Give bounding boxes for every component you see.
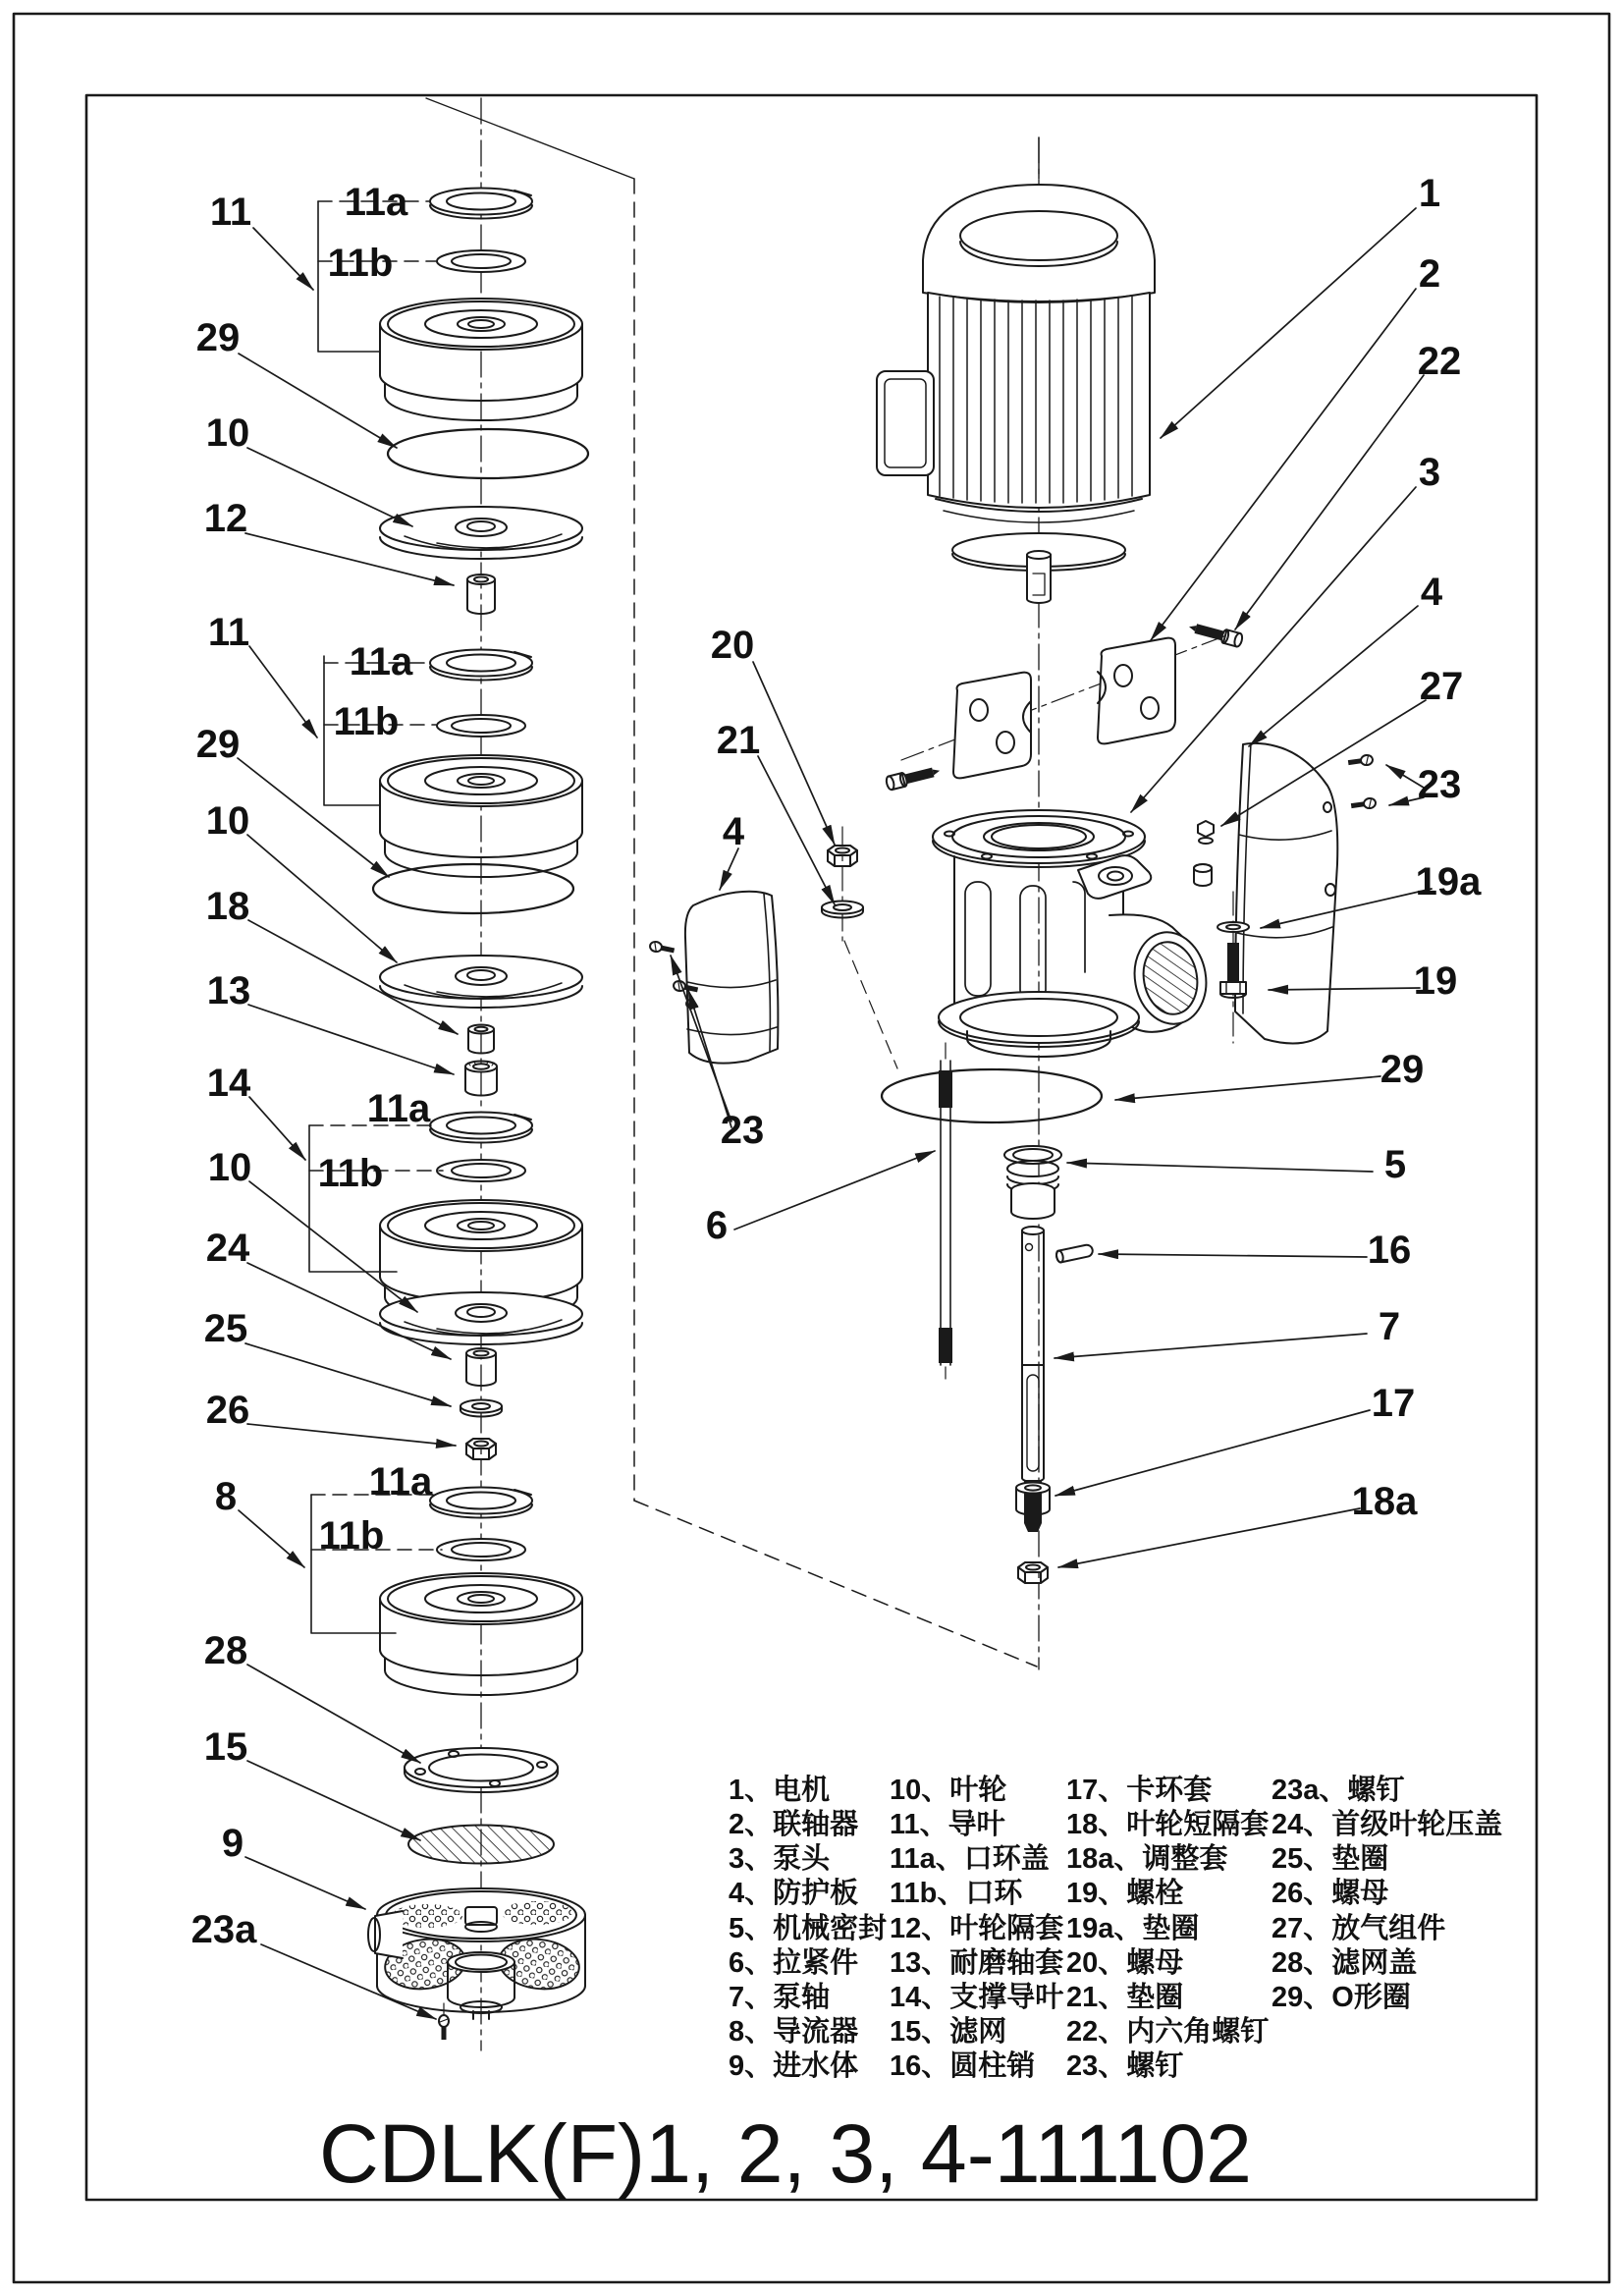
callout-11: 11 xyxy=(207,611,250,654)
legend-item: 13、耐磨轴套 xyxy=(890,1947,1064,1979)
callout-11b: 11b xyxy=(327,242,394,285)
legend-item: 11b、口环 xyxy=(890,1878,1023,1909)
guard-plate-left-drawing xyxy=(649,892,778,1064)
legend-item: 3、泵头 xyxy=(729,1843,831,1875)
callout-19: 19 xyxy=(1413,959,1458,1003)
callout-23: 23 xyxy=(1417,763,1462,806)
legend-item: 5、机械密封 xyxy=(729,1913,888,1944)
legend-item: 1、电机 xyxy=(729,1775,831,1806)
legend-item: 24、首级叶轮压盖 xyxy=(1271,1809,1503,1840)
callout-17: 17 xyxy=(1371,1382,1416,1425)
callout-16: 16 xyxy=(1367,1229,1412,1272)
legend-item: 8、导流器 xyxy=(729,2016,859,2048)
callout-25: 25 xyxy=(203,1307,248,1350)
callout-4: 4 xyxy=(722,810,745,853)
callout-12: 12 xyxy=(203,497,248,540)
callout-13: 13 xyxy=(206,969,251,1012)
callout-11a: 11a xyxy=(344,181,408,224)
callout-18a: 18a xyxy=(1351,1480,1418,1523)
callout-27: 27 xyxy=(1419,665,1464,708)
callout-10: 10 xyxy=(205,411,250,455)
legend-item: 19a、垫圈 xyxy=(1066,1913,1200,1944)
legend-item: 29、O形圈 xyxy=(1271,1982,1411,2013)
callout-21: 21 xyxy=(716,719,761,762)
legend-item: 16、圆柱销 xyxy=(890,2050,1036,2082)
callout-4: 4 xyxy=(1420,571,1443,614)
legend-item: 4、防护板 xyxy=(729,1878,859,1909)
callout-19a: 19a xyxy=(1415,860,1482,903)
callout-29: 29 xyxy=(1380,1048,1425,1091)
callout-3: 3 xyxy=(1418,451,1441,494)
legend-item: 12、叶轮隔套 xyxy=(890,1913,1064,1944)
pin-drawing xyxy=(1055,1244,1094,1263)
callout-labels xyxy=(191,172,1482,1951)
callout-14: 14 xyxy=(206,1062,251,1105)
callout-29: 29 xyxy=(195,723,241,766)
legend-item: 28、滤网盖 xyxy=(1271,1947,1418,1979)
impeller-1 xyxy=(380,507,582,559)
callout-15: 15 xyxy=(203,1725,248,1769)
legend-item: 27、放气组件 xyxy=(1271,1913,1446,1944)
callout-18: 18 xyxy=(205,885,250,928)
callout-11a: 11a xyxy=(349,640,413,683)
callout-11a: 11a xyxy=(366,1087,431,1130)
coupling-drawing xyxy=(886,620,1244,790)
vent-plug-round xyxy=(1194,864,1212,886)
callout-23a: 23a xyxy=(190,1908,257,1951)
callout-11b: 11b xyxy=(317,1152,384,1195)
legend-item: 21、垫圈 xyxy=(1066,1982,1184,2013)
legend-item: 2、联轴器 xyxy=(729,1809,859,1840)
callout-28: 28 xyxy=(203,1629,248,1672)
callout-26: 26 xyxy=(205,1389,250,1432)
socket-screw-22b xyxy=(886,764,942,791)
callout-6: 6 xyxy=(705,1204,729,1247)
strainer-cover xyxy=(405,1748,558,1792)
socket-screw-22 xyxy=(1187,620,1243,647)
legend-item: 26、螺母 xyxy=(1271,1878,1389,1909)
callout-20: 20 xyxy=(710,624,755,667)
callout-10: 10 xyxy=(207,1146,252,1189)
drawing-title: CDLK(F)1, 2, 3, 4-111102 xyxy=(319,2107,1252,2200)
pump-head-drawing xyxy=(933,810,1214,1057)
legend-item: 15、滤网 xyxy=(890,2016,1007,2048)
callout-9: 9 xyxy=(221,1822,244,1865)
inlet-body-drawing xyxy=(368,1888,585,2040)
callout-10: 10 xyxy=(205,799,250,843)
legend-item: 25、垫圈 xyxy=(1271,1843,1389,1875)
legend-item: 11、导叶 xyxy=(890,1809,1005,1840)
legend-item: 23a、螺钉 xyxy=(1271,1775,1405,1806)
legend-item: 20、螺母 xyxy=(1066,1947,1184,1979)
adjust-sleeve-drawing xyxy=(1018,1562,1048,1583)
callout-29: 29 xyxy=(195,316,241,359)
callout-11a: 11a xyxy=(368,1460,433,1503)
legend-item: 6、拉紧件 xyxy=(729,1947,859,1979)
legend-item: 23、螺钉 xyxy=(1066,2050,1184,2082)
callout-24: 24 xyxy=(205,1227,250,1270)
parts-list xyxy=(729,1773,1502,2082)
legend-item: 18a、调整套 xyxy=(1066,1843,1228,1875)
vent-plug-hex xyxy=(1198,821,1214,837)
o-ring-right xyxy=(882,1069,1102,1122)
legend-item: 19、螺栓 xyxy=(1066,1878,1184,1909)
legend-item: 14、支撑导叶 xyxy=(890,1982,1064,2013)
callout-11: 11 xyxy=(209,191,252,234)
legend-item: 9、进水体 xyxy=(729,2050,859,2082)
legend-item: 10、叶轮 xyxy=(890,1775,1007,1806)
callout-11b: 11b xyxy=(333,700,400,743)
callout-7: 7 xyxy=(1378,1305,1401,1348)
strainer xyxy=(408,1826,554,1864)
callout-1: 1 xyxy=(1418,172,1441,215)
legend-item: 11a、口环盖 xyxy=(890,1843,1050,1875)
callout-8: 8 xyxy=(214,1475,238,1518)
legend-item: 22、内六角螺钉 xyxy=(1066,2016,1270,2048)
callout-5: 5 xyxy=(1383,1143,1407,1186)
legend-item: 18、叶轮短隔套 xyxy=(1066,1809,1270,1840)
tie-rod-drawing xyxy=(939,1061,952,1365)
o-ring-2 xyxy=(373,864,573,913)
callout-22: 22 xyxy=(1417,340,1462,383)
legend-item: 7、泵轴 xyxy=(729,1982,831,2013)
screw-23a xyxy=(439,2015,449,2040)
legend-item: 17、卡环套 xyxy=(1066,1775,1213,1806)
o-ring-1 xyxy=(388,429,588,478)
callout-2: 2 xyxy=(1418,252,1441,296)
motor-drawing xyxy=(877,137,1155,603)
mechanical-seal-drawing xyxy=(1004,1146,1061,1219)
callout-23: 23 xyxy=(720,1109,765,1152)
guard-plate-right-drawing xyxy=(1235,743,1377,1044)
callout-11b: 11b xyxy=(318,1514,385,1558)
